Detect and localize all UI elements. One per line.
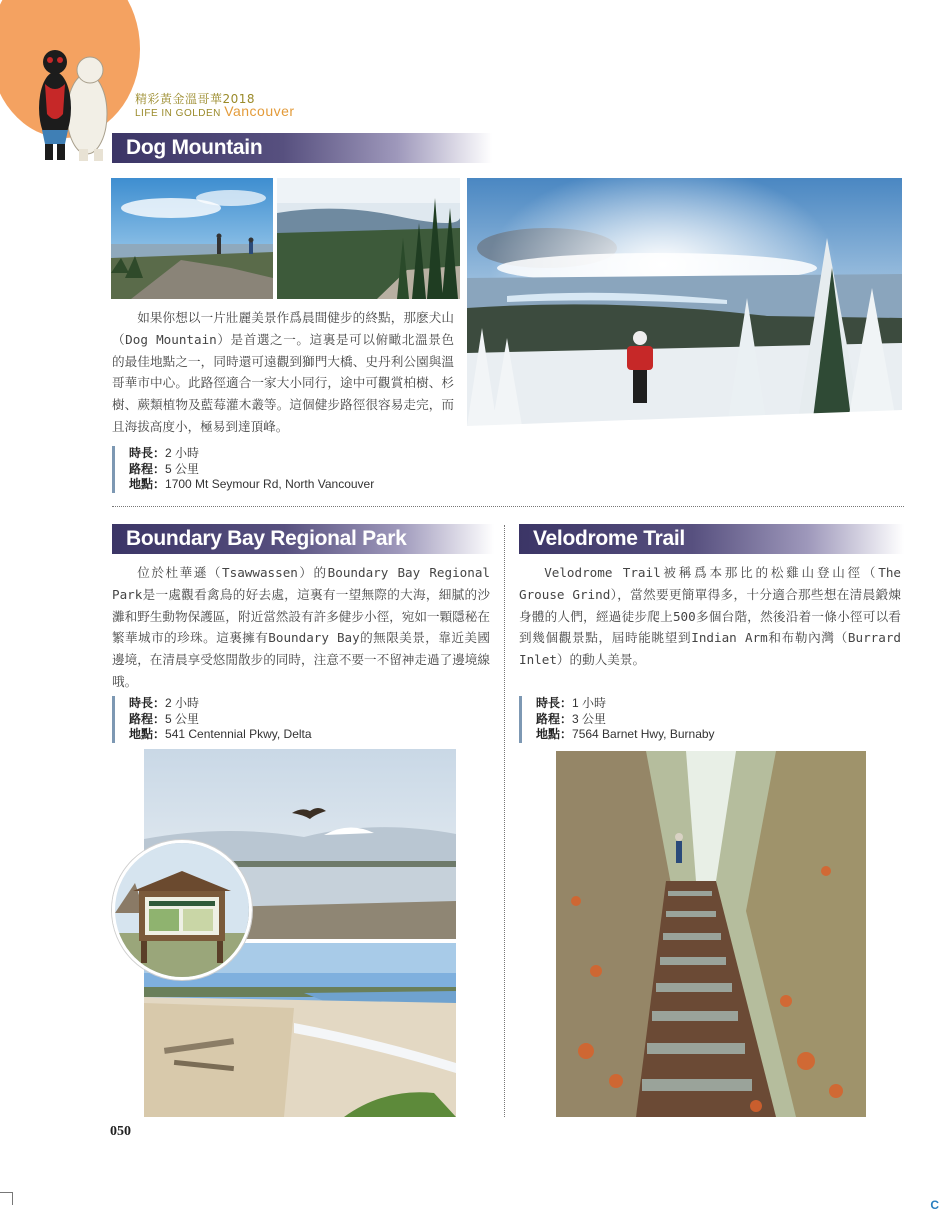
velodrome-duration: [536, 696, 715, 712]
duration-label: 時長：: [129, 446, 166, 460]
velodrome-body: Velodrome Trail被稱爲本那比的松雞山登山徑（The Grouse Grind），當然要更簡單得多，十分適合那些想在清晨鍛煉身體的人們，經過徒步爬上500多個台階，然後沿着一條小徑可以看到幾個觀景點，屆時能眺望到Indian Arm和布勒內灣（Burrard Inlet）的動人美景。: [519, 565, 901, 668]
duration-label: 時長：: [536, 696, 573, 710]
location-label: 地點：: [129, 477, 166, 491]
location-value: 541 Centennial Pkwy, Delta: [165, 727, 312, 741]
velodrome-location: [536, 727, 715, 743]
park-sign-art: [115, 843, 249, 977]
dog-mountain-location: [129, 477, 374, 493]
dog-mountain-duration: [129, 446, 374, 462]
distance-value: 5 公里: [165, 461, 200, 476]
velodrome-photo-trail: [556, 751, 866, 1117]
section-divider-vertical: [504, 525, 505, 1117]
distance-label: 路程：: [536, 711, 573, 726]
velodrome-info: [519, 696, 715, 743]
section-divider-horizontal: [112, 506, 904, 507]
dog-mountain-title: Dog Mountain: [112, 133, 492, 163]
distance-value: 3 公里: [572, 711, 607, 726]
boundary-bay-sign-inset: [112, 840, 252, 980]
dog-mountain-distance: [129, 462, 374, 478]
snow-photo-art: [467, 178, 902, 426]
location-value: 1700 Mt Seymour Rd, North Vancouver: [165, 477, 375, 491]
trail-photo-art: [556, 751, 866, 1117]
page-number: 050: [110, 1124, 131, 1139]
magazine-title-en: [135, 103, 295, 119]
duration-label: 時長：: [129, 696, 166, 710]
boundary-bay-distance: [129, 712, 312, 728]
magazine-title-en-text: LIFE IN GOLDEN: [135, 108, 221, 119]
distance-value: 5 公里: [165, 711, 200, 726]
summit-photo-art: [111, 178, 273, 299]
duration-value: 1 小時: [572, 696, 607, 710]
boundary-bay-title: Boundary Bay Regional Park: [112, 524, 494, 554]
location-label: 地點：: [536, 727, 573, 741]
distance-label: 路程：: [129, 461, 166, 476]
bear-totem-logo: [30, 44, 112, 162]
magazine-title-cn: 精彩黃金溫哥華2018: [135, 92, 256, 106]
location-label: 地點：: [129, 727, 166, 741]
crop-mark-bottom-left: [0, 1192, 13, 1205]
magazine-city: Vancouver: [224, 103, 295, 119]
location-value: 7564 Barnet Hwy, Burnaby: [572, 727, 715, 741]
duration-value: 2 小時: [165, 696, 200, 710]
boundary-bay-info: [112, 696, 312, 743]
boundary-bay-location: [129, 727, 312, 743]
velodrome-distance: [536, 712, 715, 728]
corner-mark: C: [930, 1198, 939, 1212]
dog-mountain-photo-forest: [277, 178, 460, 299]
dog-mountain-photo-summit: [111, 178, 273, 299]
duration-value: 2 小時: [165, 446, 200, 460]
forest-photo-art: [277, 178, 460, 299]
distance-label: 路程：: [129, 711, 166, 726]
boundary-bay-duration: [129, 696, 312, 712]
dog-mountain-photo-snow: [467, 178, 902, 426]
velodrome-title: Velodrome Trail: [519, 524, 904, 554]
dog-mountain-body: 如果你想以一片壯麗美景作爲晨間健步的終點，那麽犬山（Dog Mountain）是首選之一。這裏是可以俯瞰北溫景色的最佳地點之一，同時還可遠觀到獅門大橋、史丹利公園與溫哥華市中心。此路徑適合一家大小同行，途中可觀賞柏樹、杉樹、蕨類植物及藍莓灌木叢等。這個健步路徑很容易走完，而且海拔高度小，極易到達頂峰。: [112, 310, 454, 434]
boundary-bay-body: 位於杜華遜（Tsawwassen）的Boundary Bay Regional Park是一處觀看禽鳥的好去處，這裏有一望無際的大海，細膩的沙灘和野生動物保護區，附近當然設有許多健步小徑，宛如一顆隱秘在繁華城市的珍珠。這裏擁有Boundary Bay的無限美景，靠近美國邊境，在清晨享受悠閒散步的同時，注意不要一不留神走過了邊境線哦。: [112, 565, 490, 689]
dog-mountain-info: [112, 446, 374, 493]
